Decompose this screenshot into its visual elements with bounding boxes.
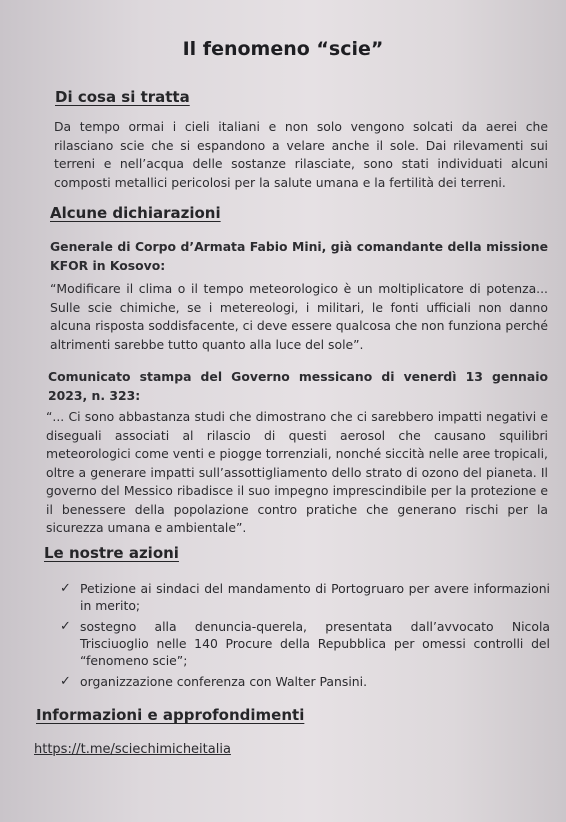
action-text: organizzazione conferenza con Walter Pansini.	[80, 674, 368, 689]
section-heading-actions: Le nostre azioni	[44, 544, 179, 562]
checkmark-icon: ✓	[60, 674, 71, 689]
checkmark-icon: ✓	[60, 581, 71, 596]
quote2-author: Comunicato stampa del Governo messicano di venerdì 13 gennaio 2023, n. 323:	[48, 369, 548, 403]
list-item	[60, 580, 550, 614]
section-heading-statements: Alcune dichiarazioni	[50, 204, 221, 222]
telegram-link[interactable]: https://t.me/sciechimicheitalia	[34, 742, 231, 757]
action-text: Petizione ai sindaci del mandamento di Portogruaro per avere informazioni in merito;	[80, 581, 550, 613]
section-heading-what-it-is: Di cosa si tratta	[55, 88, 190, 106]
section-body-what-it-is: Da tempo ormai i cieli italiani e non solo vengono solcati da aerei che rilasciano scie che si espandono a velare anche il sole. Dai rilevamenti sui terreni e nell’acqua delle sostanze rilasciate, sono stati individuati alcuni composti metallici pericolosi per la salute umana e la fertilità dei terreni.	[54, 119, 548, 190]
actions-list	[60, 580, 550, 694]
quote1-author: Generale di Corpo d’Armata Fabio Mini, già comandante della missione KFOR in Kosovo:	[50, 239, 548, 273]
quote1-text: “Modificare il clima o il tempo meteorologico è un moltiplicatore di potenza... Sulle scie chimiche, se i metereologi, i militari, le fonti ufficiali non danno alcuna risposta soddisfacente, ci deve essere qualcosa che non funziona perché altrimenti sarebbe tutto quanto alla luce del sole”.	[50, 281, 548, 352]
list-item	[60, 618, 550, 669]
action-text: sostegno alla denuncia-querela, presentata dall’avvocato Nicola Trisciuoglio nelle 140 Procure della Repubblica per omessi controlli del “fenomeno scie”;	[80, 619, 550, 668]
checkmark-icon: ✓	[60, 619, 71, 634]
quote2-text: “... Ci sono abbastanza studi che dimostrano che ci sarebbero impatti negativi e diseguali associati al rilascio di questi aerosol che causano squilibri meteorologici come venti e piogge torrenziali, nonché siccità nelle aree tropicali, oltre a generare impatti sull’assottigliamento dello strato di ozono del pianeta. Il governo del Messico ribadisce il suo impegno imprescindibile per la protezione e il benessere della popolazione contro pratiche che generano rischi per la sicurezza umana e ambientale”.	[46, 409, 548, 535]
section-heading-info: Informazioni e approfondimenti	[36, 706, 305, 724]
list-item	[60, 673, 550, 690]
page-title: Il fenomeno “scie”	[182, 38, 384, 60]
